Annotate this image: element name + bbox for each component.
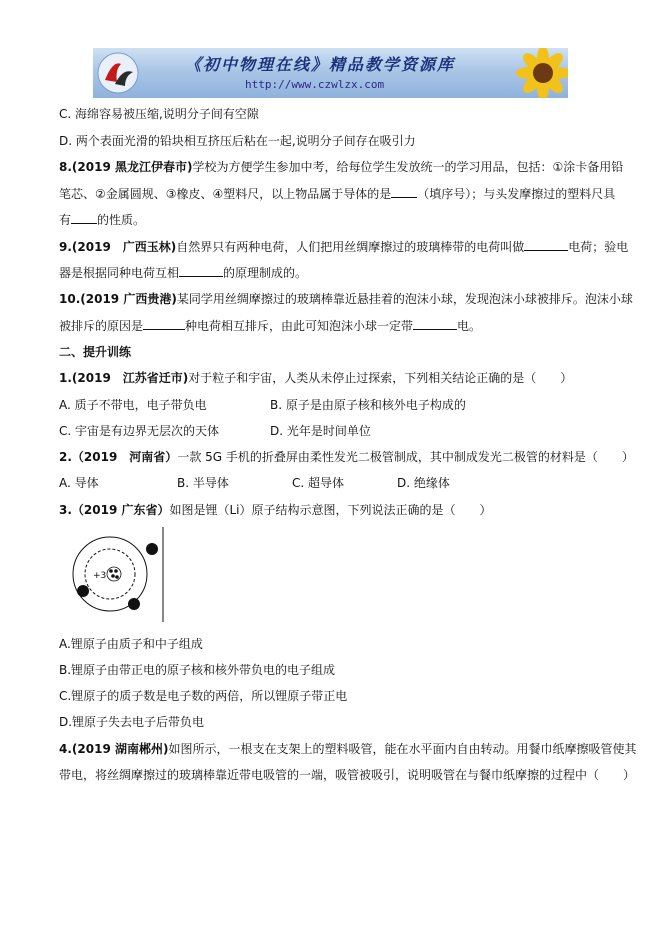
practice-4-line-1 <box>59 741 636 757</box>
banner-url: http://www.czwlzx.com <box>245 78 385 91</box>
answer-blank <box>179 264 223 277</box>
answer-blank <box>524 238 568 251</box>
question-9-line-2 <box>59 264 307 281</box>
practice-2-question <box>59 449 634 465</box>
question-8-line-2 <box>59 185 615 202</box>
sunflower-icon <box>498 48 568 98</box>
question-8-text-c2: 的性质。 <box>97 213 146 227</box>
practice-2-option-b: B. 半导体 <box>177 476 229 490</box>
question-9-text-a1: 自然界只有两种电荷，人们把用丝绸摩擦过的玻璃棒带的电荷叫做 <box>176 240 525 254</box>
question-9-source: 9.(2019 广西玉林) <box>59 240 177 254</box>
nucleus <box>107 567 121 581</box>
practice-1-option-b: B. 原子是由原子核和核外电子构成的 <box>270 398 466 412</box>
question-8-source: 8.(2019 黑龙江伊春市) <box>59 160 193 174</box>
question-8-line-3 <box>59 211 145 228</box>
electron <box>77 585 89 597</box>
practice-3-option-d: D.锂原子失去电子后带负电 <box>59 715 205 729</box>
practice-3-source: 3.（2019 广东省） <box>59 503 170 517</box>
electron <box>128 598 140 610</box>
answer-blank <box>391 185 417 198</box>
question-9-line-1 <box>59 238 628 255</box>
section-heading: 二、提升训练 <box>59 345 132 359</box>
practice-1-source: 1.(2019 江苏省迁市) <box>59 371 189 385</box>
practice-1-text: 对于粒子和宇宙，人类从未停止过探索，下列相关结论正确的是（ ） <box>188 371 573 385</box>
practice-3-option-c: C.锂原子的质子数是电子数的两倍，所以锂原子带正电 <box>59 689 348 703</box>
question-10-text-b1: 被排斥的原因是 <box>59 319 144 333</box>
practice-2-text: 一款 5G 手机的折叠屏由柔性发光二极管制成，其中制成发光二极管的材料是（ ） <box>177 450 634 464</box>
question-10-source: 10.(2019 广西贵港) <box>59 292 177 306</box>
option-d-prev: D. 两个表面光滑的铅块相互挤压后粘在一起,说明分子间存在吸引力 <box>59 134 416 148</box>
practice-3-text: 如图是锂（Li）原子结构示意图，下列说法正确的是（ ） <box>169 503 492 517</box>
question-8-line-1 <box>59 159 623 175</box>
question-10-text-a: 某同学用丝绸摩擦过的玻璃棒靠近悬挂着的泡沫小球，发现泡沫小球被排斥。泡沫小球 <box>176 292 633 306</box>
practice-1-option-c: C. 宇宙是有边界无层次的天体 <box>59 424 220 438</box>
question-8-text-b1: 笔芯、②金属圆规、③橡皮、④塑料尺，以上物品属于导体的是 <box>59 187 392 201</box>
answer-blank <box>413 317 457 330</box>
question-10-text-b3: 电。 <box>457 319 482 333</box>
answer-blank <box>143 317 185 330</box>
practice-1-option-d: D. 光年是时间单位 <box>270 424 371 438</box>
answer-blank <box>71 211 97 224</box>
logo-icon <box>95 50 141 96</box>
header-banner <box>93 48 568 98</box>
lithium-atom-diagram <box>63 527 167 622</box>
practice-2-option-a: A. 导体 <box>59 476 99 490</box>
practice-4-line-2: 带电，将丝绸摩擦过的玻璃棒靠近带电吸管的一端，吸管被吸引，说明吸管在与餐巾纸摩擦的过程中（ ） <box>59 768 636 782</box>
banner-title: 《初中物理在线》精品教学资源库 <box>185 55 456 74</box>
practice-4-text-a: 如图所示，一根支在支架上的塑料吸管，能在水平面内自由转动。用餐巾纸摩擦吸管使其 <box>168 742 637 756</box>
practice-2-option-d: D. 绝缘体 <box>397 476 450 490</box>
question-9-text-b2: 的原理制成的。 <box>223 266 308 280</box>
practice-3-question <box>59 502 492 518</box>
question-10-line-1 <box>59 291 633 307</box>
question-8-text-b2: （填序号）；与头发摩擦过的塑料尺具 <box>417 187 616 201</box>
option-c-prev: C. 海绵容易被压缩,说明分子间有空隙 <box>59 107 259 121</box>
practice-4-source: 4.(2019 湖南郴州) <box>59 742 169 756</box>
nucleus-charge-label: +3 <box>93 571 107 581</box>
practice-2-option-c: C. 超导体 <box>292 476 345 490</box>
question-9-text-a2: 电荷；验电 <box>568 240 629 254</box>
practice-1-option-a: A. 质子不带电，电子带负电 <box>59 398 207 412</box>
electron <box>146 543 158 555</box>
practice-1-question <box>59 370 572 386</box>
question-10-line-2 <box>59 317 481 334</box>
question-8-text-c1: 有 <box>59 213 72 227</box>
practice-2-source: 2.（2019 河南省） <box>59 450 178 464</box>
question-8-text-a: 学校为方便学生参加中考，给每位学生发放统一的学习用品，包括：①涂卡备用铅 <box>192 160 624 174</box>
practice-3-option-b: B.锂原子由带正电的原子核和核外带负电的电子组成 <box>59 663 336 677</box>
practice-3-option-a: A.锂原子由质子和中子组成 <box>59 637 203 651</box>
question-9-text-b1: 器是根据同种电荷互相 <box>59 266 180 280</box>
question-10-text-b2: 种电荷相互排斥，由此可知泡沫小球一定带 <box>185 319 414 333</box>
